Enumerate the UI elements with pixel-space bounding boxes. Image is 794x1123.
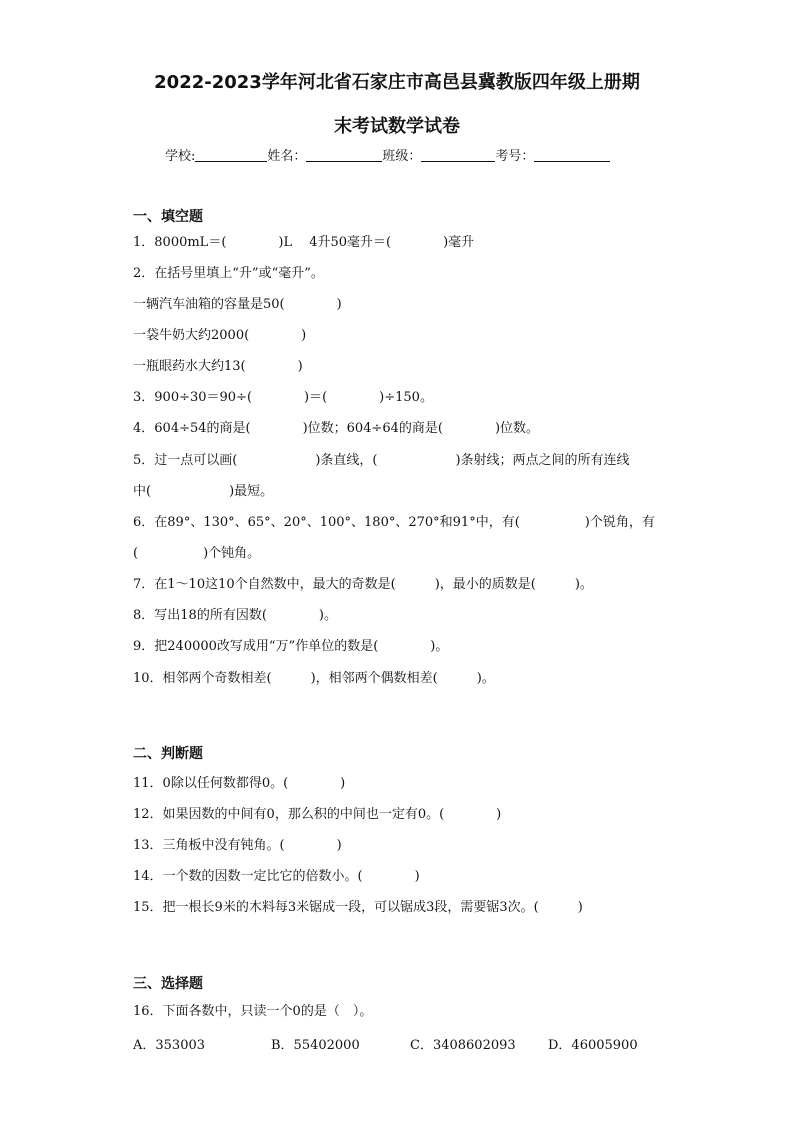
question-6-line-1: 6．在89°、130°、65°、20°、100°、180°、270°和91°中，有( )个锐角，有 — [133, 515, 655, 530]
question-13: 13．三角板中没有钝角。( ) — [133, 838, 342, 853]
question-15: 15．把一根长9米的木料每3米锯成一段，可以锯成3段，需要锯3次。( ) — [133, 900, 583, 915]
question-8: 8．写出18的所有因数( )。 — [133, 608, 337, 623]
option-d[interactable]: D．46005900 — [548, 1038, 638, 1053]
question-14: 14．一个数的因数一定比它的倍数小。( ) — [133, 869, 420, 884]
question-10: 10．相邻两个奇数相差( )，相邻两个偶数相差( )。 — [133, 671, 495, 686]
question-7: 7．在1～10这10个自然数中，最大的奇数是( )，最小的质数是( )。 — [133, 577, 593, 592]
question-11: 11．0除以任何数都得0。( ) — [133, 776, 346, 791]
question-16: 16．下面各数中，只读一个0的是（ ）。 — [133, 1004, 373, 1019]
question-12: 12．如果因数的中间有0，那么积的中间也一定有0。( ) — [133, 807, 502, 822]
name-label: 姓名： — [267, 149, 307, 164]
name-blank[interactable] — [306, 147, 382, 162]
class-blank[interactable] — [421, 147, 495, 162]
section-true-false: 二、判断题 — [133, 746, 203, 762]
school-blank[interactable] — [195, 147, 267, 162]
student-info-row — [165, 145, 610, 164]
exam-title-line-2: 末考试数学试卷 — [334, 116, 460, 137]
question-2-item-b: 一袋牛奶大约2000( ) — [133, 328, 307, 343]
option-b[interactable]: B．55402000 — [271, 1038, 360, 1053]
number-blank[interactable] — [534, 147, 610, 162]
option-a[interactable]: A．353003 — [133, 1038, 206, 1053]
question-1: 1．8000mL＝( )L 4升50毫升＝( )毫升 — [133, 235, 475, 250]
question-5-line-1: 5．过一点可以画( )条直线，( )条射线；两点之间的所有连线 — [133, 453, 630, 468]
question-6-line-2: ( )个钝角。 — [133, 546, 261, 561]
question-2-item-c: 一瓶眼药水大约13( ) — [133, 359, 303, 374]
section-fill-in: 一、填空题 — [133, 209, 203, 225]
class-label: 班级： — [382, 149, 422, 164]
option-c[interactable]: C．3408602093 — [410, 1038, 516, 1053]
school-label: 学校: — [165, 149, 196, 164]
question-5-line-2: 中( )最短。 — [133, 484, 274, 499]
question-3: 3．900÷30＝90÷( )＝( )÷150。 — [133, 390, 433, 405]
question-4: 4．604÷54的商是( )位数；604÷64的商是( )位数。 — [133, 421, 540, 436]
question-2-item-a: 一辆汽车油箱的容量是50( ) — [133, 297, 342, 312]
number-label: 考号： — [495, 149, 535, 164]
section-multiple-choice: 三、选择题 — [133, 976, 203, 992]
exam-title-line-1: 2022-2023学年河北省石家庄市高邑县冀教版四年级上册期 — [154, 72, 640, 93]
question-2: 2．在括号里填上“升”或“毫升”。 — [133, 266, 324, 281]
question-9: 9．把240000改写成用“万”作单位的数是( )。 — [133, 639, 449, 654]
